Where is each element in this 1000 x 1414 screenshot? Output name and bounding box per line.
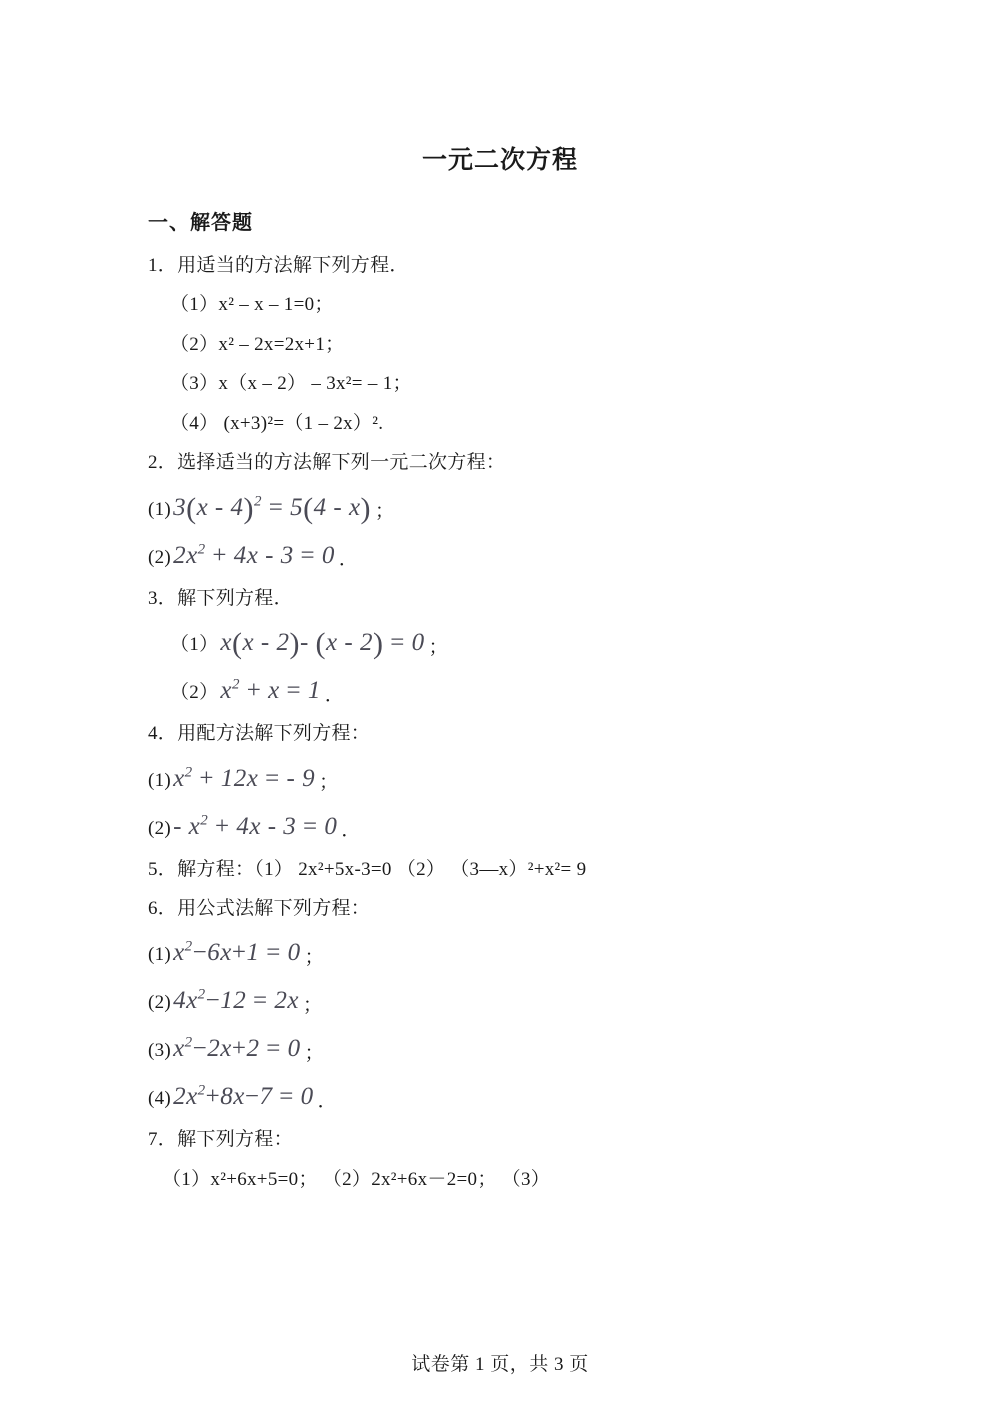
- question-5-number: 5．: [148, 858, 178, 880]
- question-4-item-2-label: (2): [148, 817, 172, 839]
- question-7-number: 7．: [148, 1129, 178, 1151]
- question-3-number: 3．: [148, 587, 178, 609]
- question-6-text: 用公式法解下列方程：: [177, 897, 371, 919]
- question-2-item-1-tail: ；: [375, 501, 395, 523]
- section-heading: 一、解答题: [148, 212, 253, 234]
- question-5-text: 解方程：（1） 2x²+5x-3=0 （2） （3—x）²+x²= 9: [177, 858, 587, 880]
- question-6-stem: [148, 894, 852, 923]
- question-1-number: 1．: [148, 255, 178, 276]
- question-4-item-1-label: (1): [148, 769, 172, 791]
- question-4-item-1: [148, 759, 852, 799]
- question-6-item-4: [148, 1077, 852, 1117]
- question-6-item-2-label: (2): [148, 992, 172, 1014]
- question-2-stem: [148, 448, 852, 477]
- question-1-stem: [148, 251, 852, 280]
- question-6-item-1-tail: ；: [304, 946, 324, 968]
- question-3-item-2-expression: $x^2 + x = 1$: [220, 676, 321, 705]
- question-3-item-2-tail: ．: [324, 684, 344, 706]
- question-7-text: 解下列方程：: [177, 1129, 293, 1151]
- question-6-item-2: [148, 981, 852, 1021]
- question-6-item-2-expression: $4x^2-12 = 2x$: [173, 987, 299, 1015]
- question-2-item-2-expression: $2x^2 + 4x - 3 = 0$: [173, 541, 335, 569]
- question-4-item-2-expression: - $x^2 + 4x - 3 = 0$: [173, 812, 338, 840]
- question-3-stem: [148, 584, 852, 613]
- question-3-item-2-label: （2）: [170, 682, 219, 704]
- question-1-item-1: （1）x² – x – 1=0；: [170, 294, 334, 316]
- page-title: 一元二次方程: [421, 147, 578, 174]
- question-4-item-2-tail: ．: [341, 820, 361, 842]
- question-2-text: 选择适当的方法解下列一元二次方程：: [177, 452, 506, 474]
- question-6-item-3-expression: $x^2-2x+2 = 0$: [173, 1035, 301, 1063]
- question-6-item-1-label: (1): [148, 944, 172, 966]
- question-6-item-2-tail: ；: [303, 994, 323, 1016]
- question-2-item-1-label: (1): [148, 498, 172, 520]
- question-1-item-4: （4） (x+3)²=（1 – 2x）².: [170, 412, 384, 434]
- question-6-item-3-tail: ；: [304, 1042, 324, 1064]
- question-2-item-1: [148, 488, 852, 528]
- question-3-item-2: [148, 671, 852, 711]
- question-3-item-1-expression: x(x - 2)- (x - 2) = 0: [220, 627, 425, 661]
- question-7-item-1: （1）x²+6x+5=0； （2）2x²+6x－2=0； （3）: [162, 1168, 551, 1190]
- question-6-number: 6．: [148, 897, 178, 919]
- question-4-item-2: [148, 807, 852, 847]
- question-4-number: 4．: [148, 723, 178, 745]
- question-2-item-2-label: (2): [148, 546, 172, 568]
- question-4-item-1-tail: ；: [319, 772, 339, 794]
- question-1-text: 用适当的方法解下列方程．: [177, 255, 409, 276]
- question-3-text: 解下列方程．: [177, 587, 293, 609]
- question-2-item-2-tail: ．: [338, 549, 358, 571]
- question-2-item-1-expression: 3(x - 4)$^2$ = 5(4 - x): [173, 491, 372, 525]
- question-3-item-1-label: （1）: [170, 634, 219, 656]
- question-6-item-4-expression: $2x^2+8x-7 = 0$: [173, 1083, 314, 1111]
- question-4-text: 用配方法解下列方程：: [177, 723, 371, 745]
- question-3-item-1: [148, 623, 852, 663]
- question-7-stem: [148, 1125, 852, 1154]
- question-1-item-3: （3）x（x – 2） – 3x²= – 1；: [170, 373, 412, 395]
- page-footer: 试卷第 1 页，共 3 页: [411, 1354, 589, 1375]
- question-4-stem: [148, 719, 852, 748]
- question-1-item-2: （2）x² – 2x=2x+1；: [170, 333, 345, 355]
- question-6-item-4-tail: ．: [317, 1090, 337, 1112]
- question-2-number: 2．: [148, 452, 178, 474]
- question-6-item-3: [148, 1029, 852, 1069]
- question-6-item-4-label: (4): [148, 1088, 172, 1110]
- question-6-item-3-label: (3): [148, 1040, 172, 1062]
- question-6-item-1-expression: $x^2-6x+1 = 0$: [173, 939, 301, 967]
- question-3-item-1-tail: ；: [428, 636, 448, 658]
- question-2-item-2: [148, 536, 852, 576]
- question-5-stem: [148, 855, 852, 884]
- question-6-item-1: [148, 933, 852, 973]
- question-4-item-1-expression: $x^2 + 12x$ = - 9: [173, 764, 316, 792]
